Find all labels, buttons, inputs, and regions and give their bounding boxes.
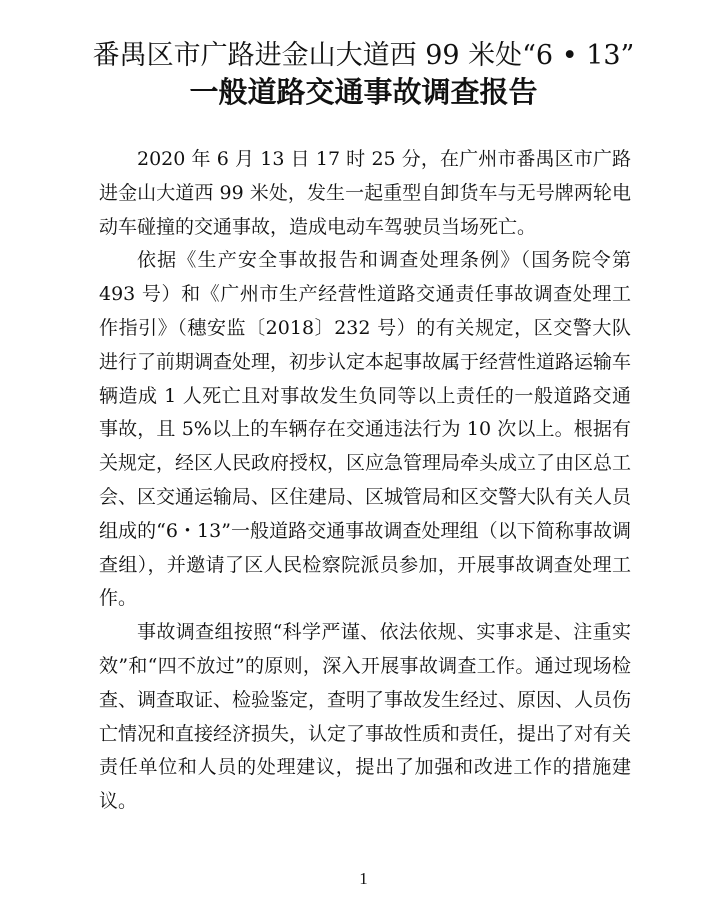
report-title-line-1: 番禺区市广路进金山大道西 99 米处“6 • 13” [92, 40, 635, 71]
report-title-line-2: 一般道路交通事故调查报告 [189, 75, 538, 109]
report-body [99, 143, 631, 819]
page-number: 1 [359, 869, 368, 888]
paragraph-investigation-work: 事故调查组按照“科学严谨、依法依规、实事求是、注重实效”和“四不放过”的原则，深入开展事故调查工作。通过现场检查、调查取证、检验鉴定，查明了事故发生经过、原因、人员伤亡情况和直接经济损失，认定了事故性质和责任，提出了对有关责任单位和人员的处理建议，提出了加强和改进工作的措施建议。 [99, 621, 632, 813]
paragraph-investigation-basis: 依据《生产安全事故报告和调查处理条例》（国务院令第 493 号）和《广州市生产经营性道路交通责任事故调查处理工作指引》（穗安监〔2018〕232 号）的有关规定，区交警大队进行了前期调查处理，初步认定本起事故属于经营性道路运输车辆造成 1 人死亡且对事故发生负同等以上责任的一般道路交通事故，且 5%以上的车辆存在交通违法行为 10 次以上。根据有关规定，经区人民政府授权，区应急管理局牵头成立了由区总工会、区交通运输局、区住建局、区城管局和区交警大队有关人员组成的“6・13”一般道路交通事故调查处理组（以下简称事故调查组），并邀请了区人民检察院派员参加，开展事故调查处理工作。 [99, 249, 632, 610]
paragraph-incident-summary: 2020 年 6 月 13 日 17 时 25 分，在广州市番禺区市广路进金山大道西 99 米处，发生一起重型自卸货车与无号牌两轮电动车碰撞的交通事故，造成电动车驾驶员当场死亡。 [99, 148, 631, 238]
